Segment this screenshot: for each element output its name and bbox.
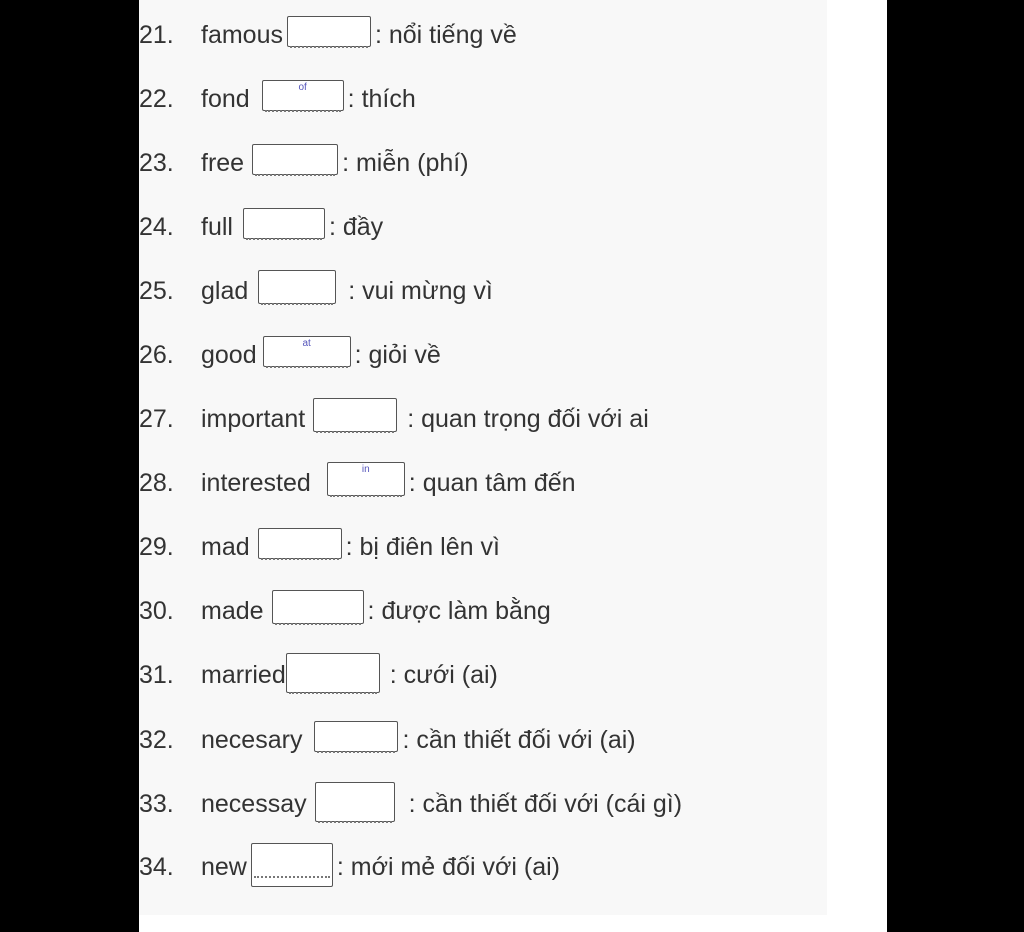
item-meaning: : nổi tiếng về bbox=[374, 20, 517, 49]
list-item bbox=[139, 335, 441, 375]
answer-input[interactable] bbox=[314, 721, 398, 752]
worksheet bbox=[139, 0, 827, 915]
answer-input[interactable] bbox=[287, 16, 371, 47]
answer-input[interactable]: in bbox=[327, 462, 405, 496]
list-item bbox=[139, 527, 500, 567]
item-meaning: : giỏi về bbox=[354, 340, 441, 369]
answer-input[interactable] bbox=[258, 270, 336, 304]
list-item bbox=[139, 143, 469, 183]
item-meaning: : cần thiết đối với (cái gì) bbox=[408, 789, 683, 818]
item-word: married bbox=[201, 660, 286, 689]
item-word: important bbox=[201, 404, 306, 433]
item-number: 22. bbox=[139, 84, 174, 113]
item-word: interested bbox=[201, 468, 311, 497]
answer-input[interactable] bbox=[251, 843, 333, 887]
item-word: free bbox=[201, 148, 245, 177]
item-meaning: : quan tâm đến bbox=[408, 468, 576, 497]
list-item bbox=[139, 399, 649, 439]
item-word: famous bbox=[201, 20, 283, 49]
item-meaning: : quan trọng đối với ai bbox=[407, 404, 649, 433]
answer-input[interactable] bbox=[258, 528, 342, 559]
item-meaning: : bị điên lên vì bbox=[345, 532, 500, 561]
item-meaning: : miễn (phí) bbox=[342, 148, 469, 177]
document-page bbox=[139, 0, 887, 932]
item-number: 28. bbox=[139, 468, 174, 497]
item-number: 29. bbox=[139, 532, 174, 561]
item-word: necessay bbox=[201, 789, 307, 818]
item-word: full bbox=[201, 212, 233, 241]
answer-input[interactable] bbox=[315, 782, 395, 822]
item-meaning: : vui mừng vì bbox=[348, 276, 493, 305]
list-item bbox=[139, 463, 576, 503]
item-word: necesary bbox=[201, 725, 303, 754]
item-number: 21. bbox=[139, 20, 174, 49]
item-meaning: : cưới (ai) bbox=[389, 660, 498, 689]
item-meaning: : thích bbox=[347, 84, 416, 113]
list-item bbox=[139, 655, 498, 695]
item-number: 23. bbox=[139, 148, 174, 177]
item-word: new bbox=[201, 852, 247, 881]
list-item bbox=[139, 15, 517, 55]
answer-input[interactable]: at bbox=[263, 336, 351, 367]
item-number: 32. bbox=[139, 725, 174, 754]
item-number: 30. bbox=[139, 596, 174, 625]
item-number: 24. bbox=[139, 212, 174, 241]
item-word: made bbox=[201, 596, 264, 625]
answer-input[interactable] bbox=[252, 144, 338, 175]
list-item bbox=[139, 784, 682, 824]
list-item bbox=[139, 207, 383, 247]
item-meaning: : cần thiết đối với (ai) bbox=[402, 725, 636, 754]
list-item bbox=[139, 79, 416, 119]
item-word: mad bbox=[201, 532, 250, 561]
answer-input[interactable] bbox=[313, 398, 397, 432]
item-word: glad bbox=[201, 276, 249, 305]
item-meaning: : được làm bằng bbox=[367, 596, 551, 625]
item-meaning: : mới mẻ đối với (ai) bbox=[336, 852, 560, 881]
item-number: 27. bbox=[139, 404, 174, 433]
answer-input[interactable] bbox=[272, 590, 364, 624]
item-number: 25. bbox=[139, 276, 174, 305]
item-meaning: : đầy bbox=[328, 212, 384, 241]
item-word: good bbox=[201, 340, 257, 369]
item-number: 34. bbox=[139, 852, 174, 881]
list-item bbox=[139, 847, 560, 887]
answer-input[interactable] bbox=[243, 208, 325, 239]
answer-input[interactable] bbox=[286, 653, 380, 693]
list-item bbox=[139, 271, 493, 311]
item-number: 26. bbox=[139, 340, 174, 369]
list-item bbox=[139, 591, 551, 631]
list-item bbox=[139, 720, 636, 760]
item-number: 33. bbox=[139, 789, 174, 818]
answer-input[interactable]: of bbox=[262, 80, 344, 111]
item-word: fond bbox=[201, 84, 250, 113]
item-number: 31. bbox=[139, 660, 174, 689]
